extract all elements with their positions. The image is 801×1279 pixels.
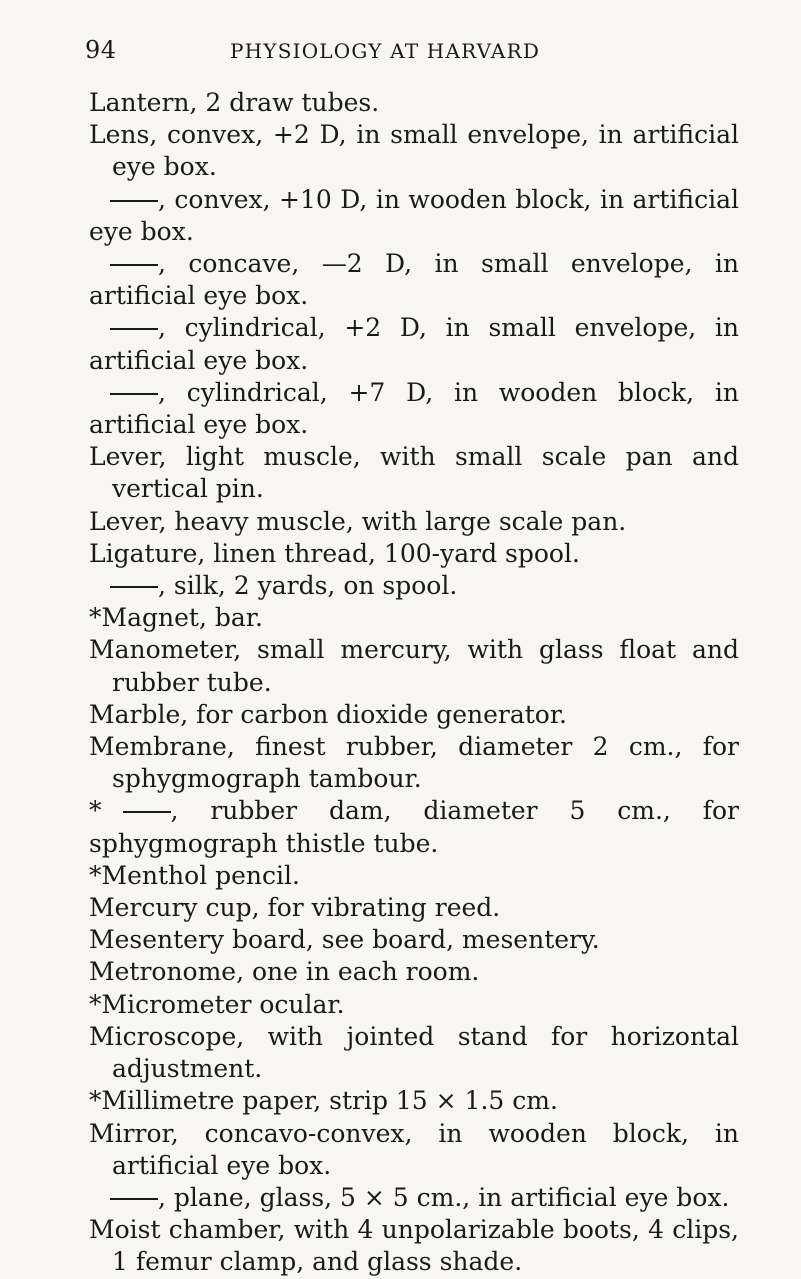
list-entry-continuation: , convex, +10 D, in wooden block, in artificial eye box. bbox=[89, 184, 739, 246]
list-entry: Moist chamber, with 4 unpolarizable boots, 4 clips, 1 femur clamp, and glass shade. bbox=[89, 1215, 739, 1277]
list-entry: Manometer, small mercury, with glass float and rubber tube. bbox=[89, 635, 739, 697]
ditto-dash bbox=[110, 200, 158, 202]
page-header bbox=[85, 36, 725, 66]
list-entry-continuation: , silk, 2 yards, on spool. bbox=[89, 570, 739, 602]
page-number: 94 bbox=[85, 36, 117, 64]
list-entry: Marble, for carbon dioxide generator. bbox=[89, 699, 567, 729]
ditto-dash bbox=[110, 328, 158, 330]
list-entry: Lantern, 2 draw tubes. bbox=[89, 88, 380, 117]
list-entry-continuation: , plane, glass, 5 × 5 cm., in artificial eye box. bbox=[89, 1182, 739, 1214]
list-entry: Mesentery board, see board, mesentery. bbox=[89, 925, 600, 955]
list-entry-continuation: , cylindrical, +2 D, in small envelope, in artificial eye box. bbox=[89, 313, 739, 375]
ditto-dash bbox=[110, 1198, 158, 1200]
running-title: PHYSIOLOGY AT HARVARD bbox=[230, 39, 541, 63]
list-entry: *Magnet, bar. bbox=[89, 603, 263, 633]
list-entry: Lever, light muscle, with small scale pan and vertical pin. bbox=[89, 442, 739, 504]
list-entry-continuation: , cylindrical, +7 D, in wooden block, in artificial eye box. bbox=[89, 377, 739, 440]
list-entry: Metronome, one in each room. bbox=[89, 957, 480, 987]
list-entry: Mirror, concavo-convex, in wooden block, in artificial eye box. bbox=[89, 1118, 739, 1180]
list-entry: Lens, convex, +2 D, in small envelope, in artificial eye box. bbox=[89, 120, 739, 182]
list-entry: Ligature, linen thread, 100-yard spool. bbox=[89, 538, 580, 568]
list-entry: *Micrometer ocular. bbox=[89, 989, 345, 1019]
ditto-dash bbox=[123, 811, 171, 813]
list-entry-continuation: * , rubber dam, diameter 5 cm., for sphygmograph thistle tube. bbox=[89, 796, 739, 858]
ditto-dash bbox=[110, 586, 158, 588]
list-entry: *Millimetre paper, strip 15 × 1.5 cm. bbox=[89, 1086, 558, 1116]
equipment-list bbox=[89, 87, 739, 1279]
list-entry: Mercury cup, for vibrating reed. bbox=[89, 893, 501, 923]
ditto-dash bbox=[110, 264, 158, 266]
ditto-dash bbox=[110, 393, 158, 395]
list-entry: Lever, heavy muscle, with large scale pan. bbox=[89, 506, 627, 536]
list-entry-continuation: , concave, —2 D, in small envelope, in artificial eye box. bbox=[89, 249, 739, 311]
list-entry: *Menthol pencil. bbox=[89, 860, 300, 890]
list-entry: Microscope, with jointed stand for horizontal adjustment. bbox=[89, 1021, 739, 1084]
list-entry: Membrane, finest rubber, diameter 2 cm., for sphygmograph tambour. bbox=[89, 732, 739, 794]
